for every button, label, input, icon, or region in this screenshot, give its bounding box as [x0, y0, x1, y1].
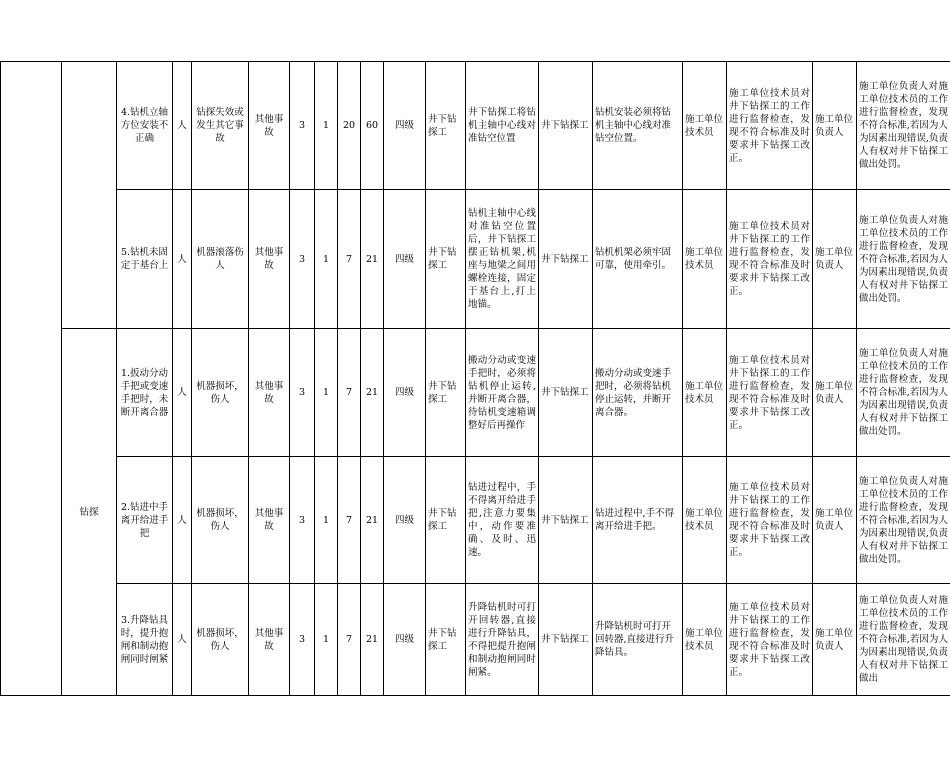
e-value-cell: 1 [315, 62, 338, 190]
object-cell: 人 [173, 584, 192, 696]
section-label: 钻探 [62, 329, 117, 696]
control-measure-cell: 钻机主轴中心线对准钻空位置后，井下钻探工摆正钻机架,机座与地梁之间用螺栓连接，固定于基台上,打上地锚。 [466, 190, 539, 329]
c-value-cell: 20 [338, 62, 361, 190]
object-cell: 人 [173, 190, 192, 329]
hazard-cell: 4.钻机立轴方位安装不正确 [117, 62, 173, 190]
hazard-cell: 2.钻进中手离开给进手把 [117, 457, 173, 584]
object-cell: 人 [173, 62, 192, 190]
management-cell: 施工单位负责人对施工单位技术员的工作进行监督检查，发现不符合标准,若因为人为因素出现错误,负责人有权对井下钻探工做出处罚。 [857, 62, 950, 190]
executor-cell: 井下钻探工 [539, 190, 593, 329]
supervisor-cell: 施工单位技术员 [683, 329, 727, 457]
accident-type-cell: 其他事故 [249, 329, 290, 457]
table-row [1, 329, 950, 457]
d-value-cell: 21 [361, 584, 384, 696]
c-value-cell: 7 [338, 584, 361, 696]
risk-assessment-table [0, 61, 950, 696]
manager-cell: 施工单位负责人 [813, 584, 857, 696]
standard-cell: 升降钻机时可打开回转器,直接进行升降钻具。 [593, 584, 683, 696]
e-value-cell: 1 [315, 457, 338, 584]
consequence-cell: 机器滚落伤人 [192, 190, 249, 329]
supervision-cell: 施工单位技术员对井下钻探工的工作进行监督检查，发现不符合标准及时要求井下钻探工改正。 [727, 329, 813, 457]
responsible-post-cell: 井下钻探工 [426, 584, 466, 696]
supervision-cell: 施工单位技术员对井下钻探工的工作进行监督检查，发现不符合标准及时要求井下钻探工改正。 [727, 457, 813, 584]
accident-type-cell: 其他事故 [249, 584, 290, 696]
table-row [1, 190, 950, 329]
consequence-cell: 机器损坏，伤人 [192, 329, 249, 457]
c-value-cell: 7 [338, 190, 361, 329]
blank-subcategory-cell [62, 62, 117, 329]
supervisor-cell: 施工单位技术员 [683, 457, 727, 584]
l-value-cell: 3 [290, 457, 315, 584]
supervisor-cell: 施工单位技术员 [683, 584, 727, 696]
c-value-cell: 7 [338, 457, 361, 584]
table-row [1, 62, 950, 190]
l-value-cell: 3 [290, 190, 315, 329]
consequence-cell: 机器损坏，伤人 [192, 457, 249, 584]
consequence-cell: 机器损坏，伤人 [192, 584, 249, 696]
d-value-cell: 60 [361, 62, 384, 190]
supervision-cell: 施工单位技术员对井下钻探工的工作进行监督检查，发现不符合标准及时要求井下钻探工改正。 [727, 62, 813, 190]
e-value-cell: 1 [315, 329, 338, 457]
hazard-cell: 5.钻机未固定于基台上 [117, 190, 173, 329]
manager-cell: 施工单位负责人 [813, 62, 857, 190]
executor-cell: 井下钻探工 [539, 584, 593, 696]
supervisor-cell: 施工单位技术员 [683, 62, 727, 190]
c-value-cell: 7 [338, 329, 361, 457]
standard-cell: 钻机安装必须将钻机主轴中心线对准钻空位置。 [593, 62, 683, 190]
responsible-post-cell: 井下钻探工 [426, 457, 466, 584]
hazard-cell: 1.扳动分动手把或变速手把时，未断开离合器 [117, 329, 173, 457]
risk-level-cell: 四级 [384, 457, 426, 584]
table-row [1, 457, 950, 584]
object-cell: 人 [173, 329, 192, 457]
standard-cell: 搬动分动或变速手把时，必须将钻机停止运转，并断开离合器。 [593, 329, 683, 457]
l-value-cell: 3 [290, 329, 315, 457]
accident-type-cell: 其他事故 [249, 62, 290, 190]
executor-cell: 井下钻探工 [539, 329, 593, 457]
consequence-cell: 钻探失效或发生其它事故 [192, 62, 249, 190]
risk-level-cell: 四级 [384, 329, 426, 457]
risk-level-cell: 四级 [384, 584, 426, 696]
l-value-cell: 3 [290, 62, 315, 190]
standard-cell: 钻进过程中,手不得离开给进手把。 [593, 457, 683, 584]
control-measure-cell: 搬动分动或变速手把时，必须将钻机停止运转,并断开离合器，待钻机变速箱调整好后再操作 [466, 329, 539, 457]
control-measure-cell: 井下钻探工将钻机主轴中心线对准钻空位置 [466, 62, 539, 190]
hazard-cell: 3.升降钻具时，提升抱闸和制动抱闸同时闸紧 [117, 584, 173, 696]
standard-cell: 钻机机架必须牢固可靠，使用牵引。 [593, 190, 683, 329]
manager-cell: 施工单位负责人 [813, 457, 857, 584]
supervision-cell: 施工单位技术员对井下钻探工的工作进行监督检查，发现不符合标准及时要求井下钻探工改正。 [727, 190, 813, 329]
d-value-cell: 21 [361, 190, 384, 329]
blank-category-cell [1, 62, 62, 696]
risk-level-cell: 四级 [384, 62, 426, 190]
e-value-cell: 1 [315, 584, 338, 696]
l-value-cell: 3 [290, 584, 315, 696]
supervisor-cell: 施工单位技术员 [683, 190, 727, 329]
supervision-cell: 施工单位技术员对井下钻探工的工作进行监督检查，发现不符合标准及时要求井下钻探工改正。 [727, 584, 813, 696]
manager-cell: 施工单位负责人 [813, 329, 857, 457]
accident-type-cell: 其他事故 [249, 190, 290, 329]
control-measure-cell: 升降钻机时可打开回转器,直接进行升降钻具，不得把提升抱闸和制动抱闸同时闸紧。 [466, 584, 539, 696]
management-cell: 施工单位负责人对施工单位技术员的工作进行监督检查，发现不符合标准,若因为人为因素出现错误,负责人有权对井下钻探工做出 [857, 584, 950, 696]
d-value-cell: 21 [361, 329, 384, 457]
responsible-post-cell: 井下钻探工 [426, 190, 466, 329]
accident-type-cell: 其他事故 [249, 457, 290, 584]
e-value-cell: 1 [315, 190, 338, 329]
manager-cell: 施工单位负责人 [813, 190, 857, 329]
management-cell: 施工单位负责人对施工单位技术员的工作进行监督检查，发现不符合标准,若因为人为因素出现错误,负责人有权对井下钻探工做出处罚。 [857, 190, 950, 329]
responsible-post-cell: 井下钻探工 [426, 329, 466, 457]
responsible-post-cell: 井下钻探工 [426, 62, 466, 190]
management-cell: 施工单位负责人对施工单位技术员的工作进行监督检查，发现不符合标准,若因为人为因素出现错误,负责人有权对井下钻探工做出处罚。 [857, 329, 950, 457]
management-cell: 施工单位负责人对施工单位技术员的工作进行监督检查，发现不符合标准,若因为人为因素出现错误,负责人有权对井下钻探工做出处罚。 [857, 457, 950, 584]
executor-cell: 井下钻探工 [539, 62, 593, 190]
control-measure-cell: 钻进过程中，手不得离开给进手把,注意力要集中，动作要准确、及时、迅速。 [466, 457, 539, 584]
d-value-cell: 21 [361, 457, 384, 584]
executor-cell: 井下钻探工 [539, 457, 593, 584]
object-cell: 人 [173, 457, 192, 584]
risk-level-cell: 四级 [384, 190, 426, 329]
table-row [1, 584, 950, 696]
